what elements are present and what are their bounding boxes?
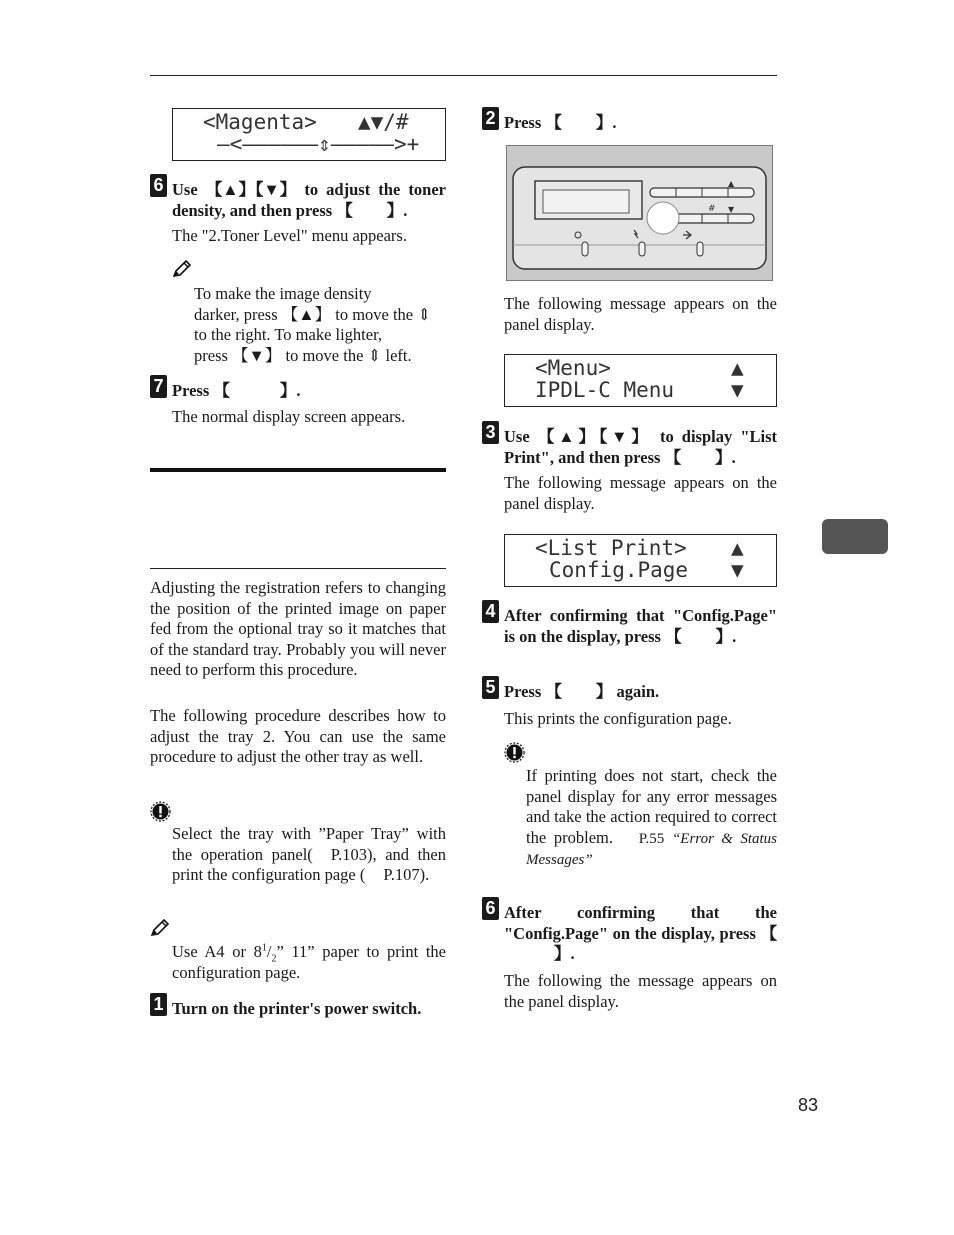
step-4-instruction: After confirming that "Config.Page" is on the display, press 【 】. — [504, 606, 777, 646]
section-rule-thin — [150, 568, 446, 569]
lcd-menu — [504, 354, 777, 407]
step-2-result: The following message appears on the panel display. — [504, 294, 777, 334]
reference-title: “Error & Status Messages” — [526, 830, 777, 868]
step-number: 6 — [150, 174, 167, 197]
lcd-line: <Magenta> — [203, 110, 317, 134]
note-pencil-icon — [150, 919, 170, 937]
lcd-line: <Menu> — [535, 356, 611, 380]
cursor-symbol: ⇕ — [417, 304, 432, 324]
control-panel-drawing — [507, 146, 772, 280]
step-6-confirm-result: The following the message appears on the panel display. — [504, 971, 777, 1011]
step-number: 3 — [482, 421, 499, 444]
lcd-line: –<––––––⇕–––––>+ — [217, 132, 420, 156]
page-number: 83 — [798, 1095, 819, 1115]
header-rule — [150, 75, 777, 76]
up-down-keys: 【▲】【▼】 — [537, 427, 652, 446]
step-3-result: The following message appears on the panel display. — [504, 473, 777, 513]
step-1-instruction: Turn on the printer's power switch. — [172, 999, 422, 1018]
step-7-instruction: Press 【 】. — [172, 381, 301, 400]
step-5-instruction: Press 【 】 again. — [504, 682, 660, 701]
up-down-keys: 【▲】【▼】 — [205, 180, 297, 199]
note-paper-text: Use A4 or $8^1/_2$” 11” paper to print the configuration page. — [172, 942, 446, 982]
step-number: 4 — [482, 600, 499, 623]
step-2-instruction: Press 【 】. — [504, 113, 617, 132]
important-error-text: If printing does not start, check the panel display for any error messages and take the action required to correct the problem. P.55 “Error & Status Messages” — [526, 766, 777, 868]
lcd-line-right: ▼ — [731, 378, 744, 402]
step-6-instruction: Use 【▲】【▼】 to adjust the toner density, and then press 【 】. — [172, 180, 446, 220]
up-label: ▲ — [728, 179, 735, 188]
control-panel-illustration — [506, 145, 773, 281]
intro-paragraph-2: The following procedure describes how to adjust the tray 2. You can use the same procedure to adjust the other tray as well. — [150, 706, 446, 766]
up-key: 【▲】 — [281, 304, 332, 324]
lcd-list-print — [504, 534, 777, 587]
lcd-line: IPDL-C Menu — [535, 378, 675, 402]
step-3-instruction: Use 【▲】【▼】 to display "List Print", and then press 【 】. — [504, 427, 777, 467]
lcd-line-right: ▲▼/# — [358, 110, 409, 134]
step-number: 6 — [482, 897, 499, 920]
step-number: 5 — [482, 676, 499, 699]
down-key: 【▼】 — [232, 345, 282, 365]
step-5-result: This prints the configuration page. — [504, 709, 732, 728]
page-reference[interactable]: P.55 — [638, 830, 665, 847]
step-number: 7 — [150, 375, 167, 398]
important-icon — [504, 742, 525, 763]
step-7-result: The normal display screen appears. — [172, 407, 406, 426]
section-rule-thick — [150, 468, 446, 472]
hash-label: # — [708, 204, 716, 214]
step-6-result: The "2.Toner Level" menu appears. — [172, 226, 407, 245]
note-density-text: To make the image density darker, press 【▲】 to move the ⇕ to the right. To make lighter, press 【▼】 to move the ⇕ left. — [194, 284, 432, 365]
lcd-line: <List Print> — [535, 536, 687, 560]
lcd-line-right: ▼ — [731, 558, 744, 582]
important-icon — [150, 801, 171, 822]
lcd-line: Config.Page — [549, 558, 689, 582]
lcd-magenta — [172, 108, 446, 161]
step-6-confirm-instruction: After confirming that the "Config.Page" on the display, press 【】. — [504, 903, 777, 963]
lcd-line-right: ▲ — [731, 356, 744, 380]
page-reference[interactable]: P.103 — [330, 844, 368, 864]
page-reference[interactable]: P.107 — [383, 865, 420, 884]
step-number: 2 — [482, 107, 499, 130]
step-number: 1 — [150, 993, 167, 1016]
note-pencil-icon — [172, 260, 192, 278]
lcd-line-right: ▲ — [731, 536, 744, 560]
important-tray-text: Select the tray with ”Paper Tray” with the operation panel( P.103), and then print the configuration page ( P.107). — [172, 824, 446, 884]
down-label: ▼ — [728, 205, 735, 214]
intro-paragraph-1: Adjusting the registration refers to changing the position of the printed image on paper fed from the optional tray so it matches that of the standard tray. Probably you will never need to perform this procedure. — [150, 578, 446, 679]
chapter-tab — [822, 519, 888, 554]
